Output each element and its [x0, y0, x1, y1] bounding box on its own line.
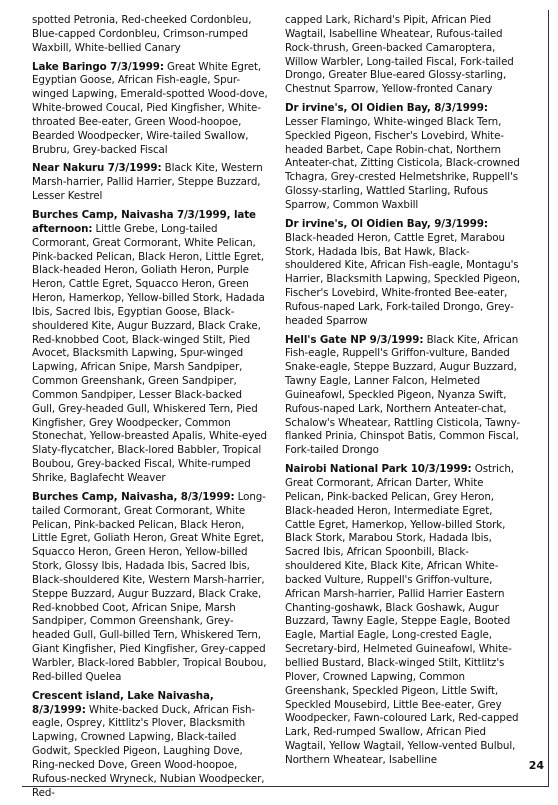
page-number: 24	[528, 759, 544, 772]
entry-near-nakuru	[32, 162, 268, 204]
entry-body: Little Grebe, Long-tailed Cormorant, Great Cormorant, White Pelican, Pink-backed Pelican, Black Heron, Little Egret, Black-headed Heron, Goliath Heron, Purple Heron, Cattle Egret, Squacco Heron, Green Heron, Hamerkop, Yellow-billed Stork, Hadada Ibis, Sacred Ibis, Egyptian Goose, Black-shouldered Kite, Augur Buzzard, Black Crake, Red-knobbed Coot, Black-winged Stilt, Pied Avocet, Blacksmith Lapwing, Spur-winged Lapwing, African Snipe, Marsh Sandpiper, Common Greenshank, Green Sandpiper, Common Sandpiper, Lesser Black-backed Gull, Grey-headed Gull, Whiskered Tern, Pied Kingfisher, Grey Woodpecker, Common Stonechat, Yellow-breasted Apalis, White-eyed Slaty-flycatcher, Black-lored Babbler, Tropical Boubou, Grey-backed Fiscal, White-rumped Shrike, Baglafecht Weaver	[32, 222, 267, 484]
entry-hells-gate	[285, 334, 521, 459]
entry-heading: Burches Camp, Naivasha, 8/3/1999:	[32, 490, 235, 503]
entry-body: spotted Petronia, Red-cheeked Cordonbleu, Blue-capped Cordonbleu, Crimson-rumped Waxbill, White-bellied Canary	[32, 14, 252, 54]
entry-heading: Crescent island, Lake Naivasha, 8/3/1999:	[32, 689, 214, 716]
entry-heading: Nairobi National Park 10/3/1999:	[285, 463, 472, 476]
entry-body: Black-headed Heron, Cattle Egret, Marabou Stork, Hadada Ibis, Bat Hawk, Black-shouldered Kite, African Fish-eagle, Montagu's Harrier, Blacksmith Lapwing, Speckled Pigeon, Fischer's Lovebird, White-fronted Bee-eater, Rufous-naped Lark, Fork-tailed Drongo, Grey-headed Sparrow	[285, 231, 521, 327]
entry-crescent-island	[32, 690, 268, 801]
entry-dr-irvines-8-3	[285, 102, 521, 213]
entry-continuation	[32, 14, 268, 56]
right-column	[285, 14, 521, 773]
entry-body: Black Kite, African Fish-eagle, Ruppell's Griffon-vulture, Banded Snake-eagle, Steppe Buzzard, Augur Buzzard, Tawny Eagle, Lanner Falcon, Helmeted Guineafowl, Speckled Pigeon, Nyanza Swift, Rufous-naped Lark, Northern Anteater-chat, Schalow's Wheatear, Rattling Cisticola, Tawny-flanked Prinia, Chinspot Batis, Common Fiscal, Fork-tailed Drongo	[285, 333, 521, 457]
entry-nairobi-np	[285, 463, 521, 768]
entry-dr-irvines-9-3	[285, 218, 521, 329]
entry-body: capped Lark, Richard's Pipit, African Pied Wagtail, Isabelline Wheatear, Rufous-tailed Rock-thrush, Green-backed Camaroptera, Willow Warbler, Long-tailed Fiscal, Fork-tailed Drongo, Greater Blue-eared Glossy-starling, Chestnut Sparrow, Yellow-fronted Canary	[285, 14, 514, 96]
entry-burches-camp-7-3	[32, 209, 268, 486]
entry-heading: Dr irvine's, Ol Oidien Bay, 8/3/1999:	[285, 102, 488, 115]
left-column	[32, 14, 268, 805]
entry-continuation	[285, 14, 521, 97]
entry-heading: Dr irvine's, Ol Oidien Bay, 9/3/1999:	[285, 217, 488, 230]
entry-body: White-backed Duck, African Fish-eagle, Osprey, Kittlitz's Plover, Blacksmith Lapwing, Crowned Lapwing, Black-tailed Godwit, Speckled Pigeon, Laughing Dove, Ring-necked Dove, Green Wood-hoopoe, Rufous-necked Wryneck, Nubian Woodpecker, Red-	[32, 703, 265, 799]
entry-lake-baringo	[32, 61, 268, 158]
entry-body: Great White Egret, Egyptian Goose, African Fish-eagle, Spur-winged Lapwing, Emerald-spotted Wood-dove, White-browed Coucal, Pied Kingfisher, White-throated Bee-eater, Green Wood-hoopoe, Bearded Woodpecker, Wire-tailed Swallow, Brubru, Grey-backed Fiscal	[32, 60, 268, 156]
entry-heading: Burches Camp, Naivasha 7/3/1999, late afternoon:	[32, 208, 256, 235]
entry-heading: Near Nakuru 7/3/1999:	[32, 162, 162, 175]
entry-heading: Lake Baringo 7/3/1999:	[32, 60, 164, 73]
entry-body: Ostrich, Great Cormorant, African Darter, White Pelican, Pink-backed Pelican, Grey Heron, Black-headed Heron, Intermediate Egret, Cattle Egret, Hamerkop, Yellow-billed Stork, Black Stork, Marabou Stork, Hadada Ibis, Sacred Ibis, African Spoonbill, Black-shouldered Kite, Black Kite, African White-backed Vulture, Ruppell's Griffon-vulture, African Marsh-harrier, Pallid Harrier Eastern Chanting-goshawk, Black Goshawk, Augur Buzzard, Tawny Eagle, Steppe Eagle, Booted Eagle, Martial Eagle, Long-crested Eagle, Secretary-bird, Helmeted Guineafowl, White-bellied Bustard, Black-winged Stilt, Kittlitz's Plover, Crowned Lapwing, Common Greenshank, Speckled Pigeon, Little Swift, Speckled Mousebird, Little Bee-eater, Grey Woodpecker, Fawn-coloured Lark, Red-capped Lark, Red-rumped Swallow, African Pied Wagtail, Yellow Wagtail, Yellow-vented Bulbul, Northern Wheatear, Isabelline	[285, 463, 519, 766]
entry-body: Lesser Flamingo, White-winged Black Tern, Speckled Pigeon, Fischer's Lovebird, White-headed Barbet, Cape Robin-chat, Northern Anteater-chat, Zitting Cisticola, Black-crowned Tchagra, Grey-crested Helmetshrike, Ruppell's Glossy-starling, Wattled Starling, Rufous Sparrow, Common Waxbill	[285, 115, 520, 211]
entry-body: Long-tailed Cormorant, Great Cormorant, White Pelican, Pink-backed Pelican, Black Heron, Little Egret, Goliath Heron, Great White Egret, Squacco Heron, Green Heron, Yellow-billed Stork, Glossy Ibis, Hadada Ibis, Sacred Ibis, Black-shouldered Kite, Western Marsh-harrier, Steppe Buzzard, Augur Buzzard, Black Crake, Red-knobbed Coot, African Snipe, Marsh Sandpiper, Common Greenshank, Grey-headed Gull, Gull-billed Tern, Whiskered Tern, Giant Kingfisher, Pied Kingfisher, Grey-capped Warbler, Black-lored Babbler, Tropical Boubou, Red-billed Quelea	[32, 490, 267, 683]
entry-body: Black Kite, Western Marsh-harrier, Pallid Harrier, Steppe Buzzard, Lesser Kestrel	[32, 162, 263, 203]
entry-burches-camp-8-3	[32, 491, 268, 685]
entry-heading: Hell's Gate NP 9/3/1999:	[285, 333, 424, 346]
